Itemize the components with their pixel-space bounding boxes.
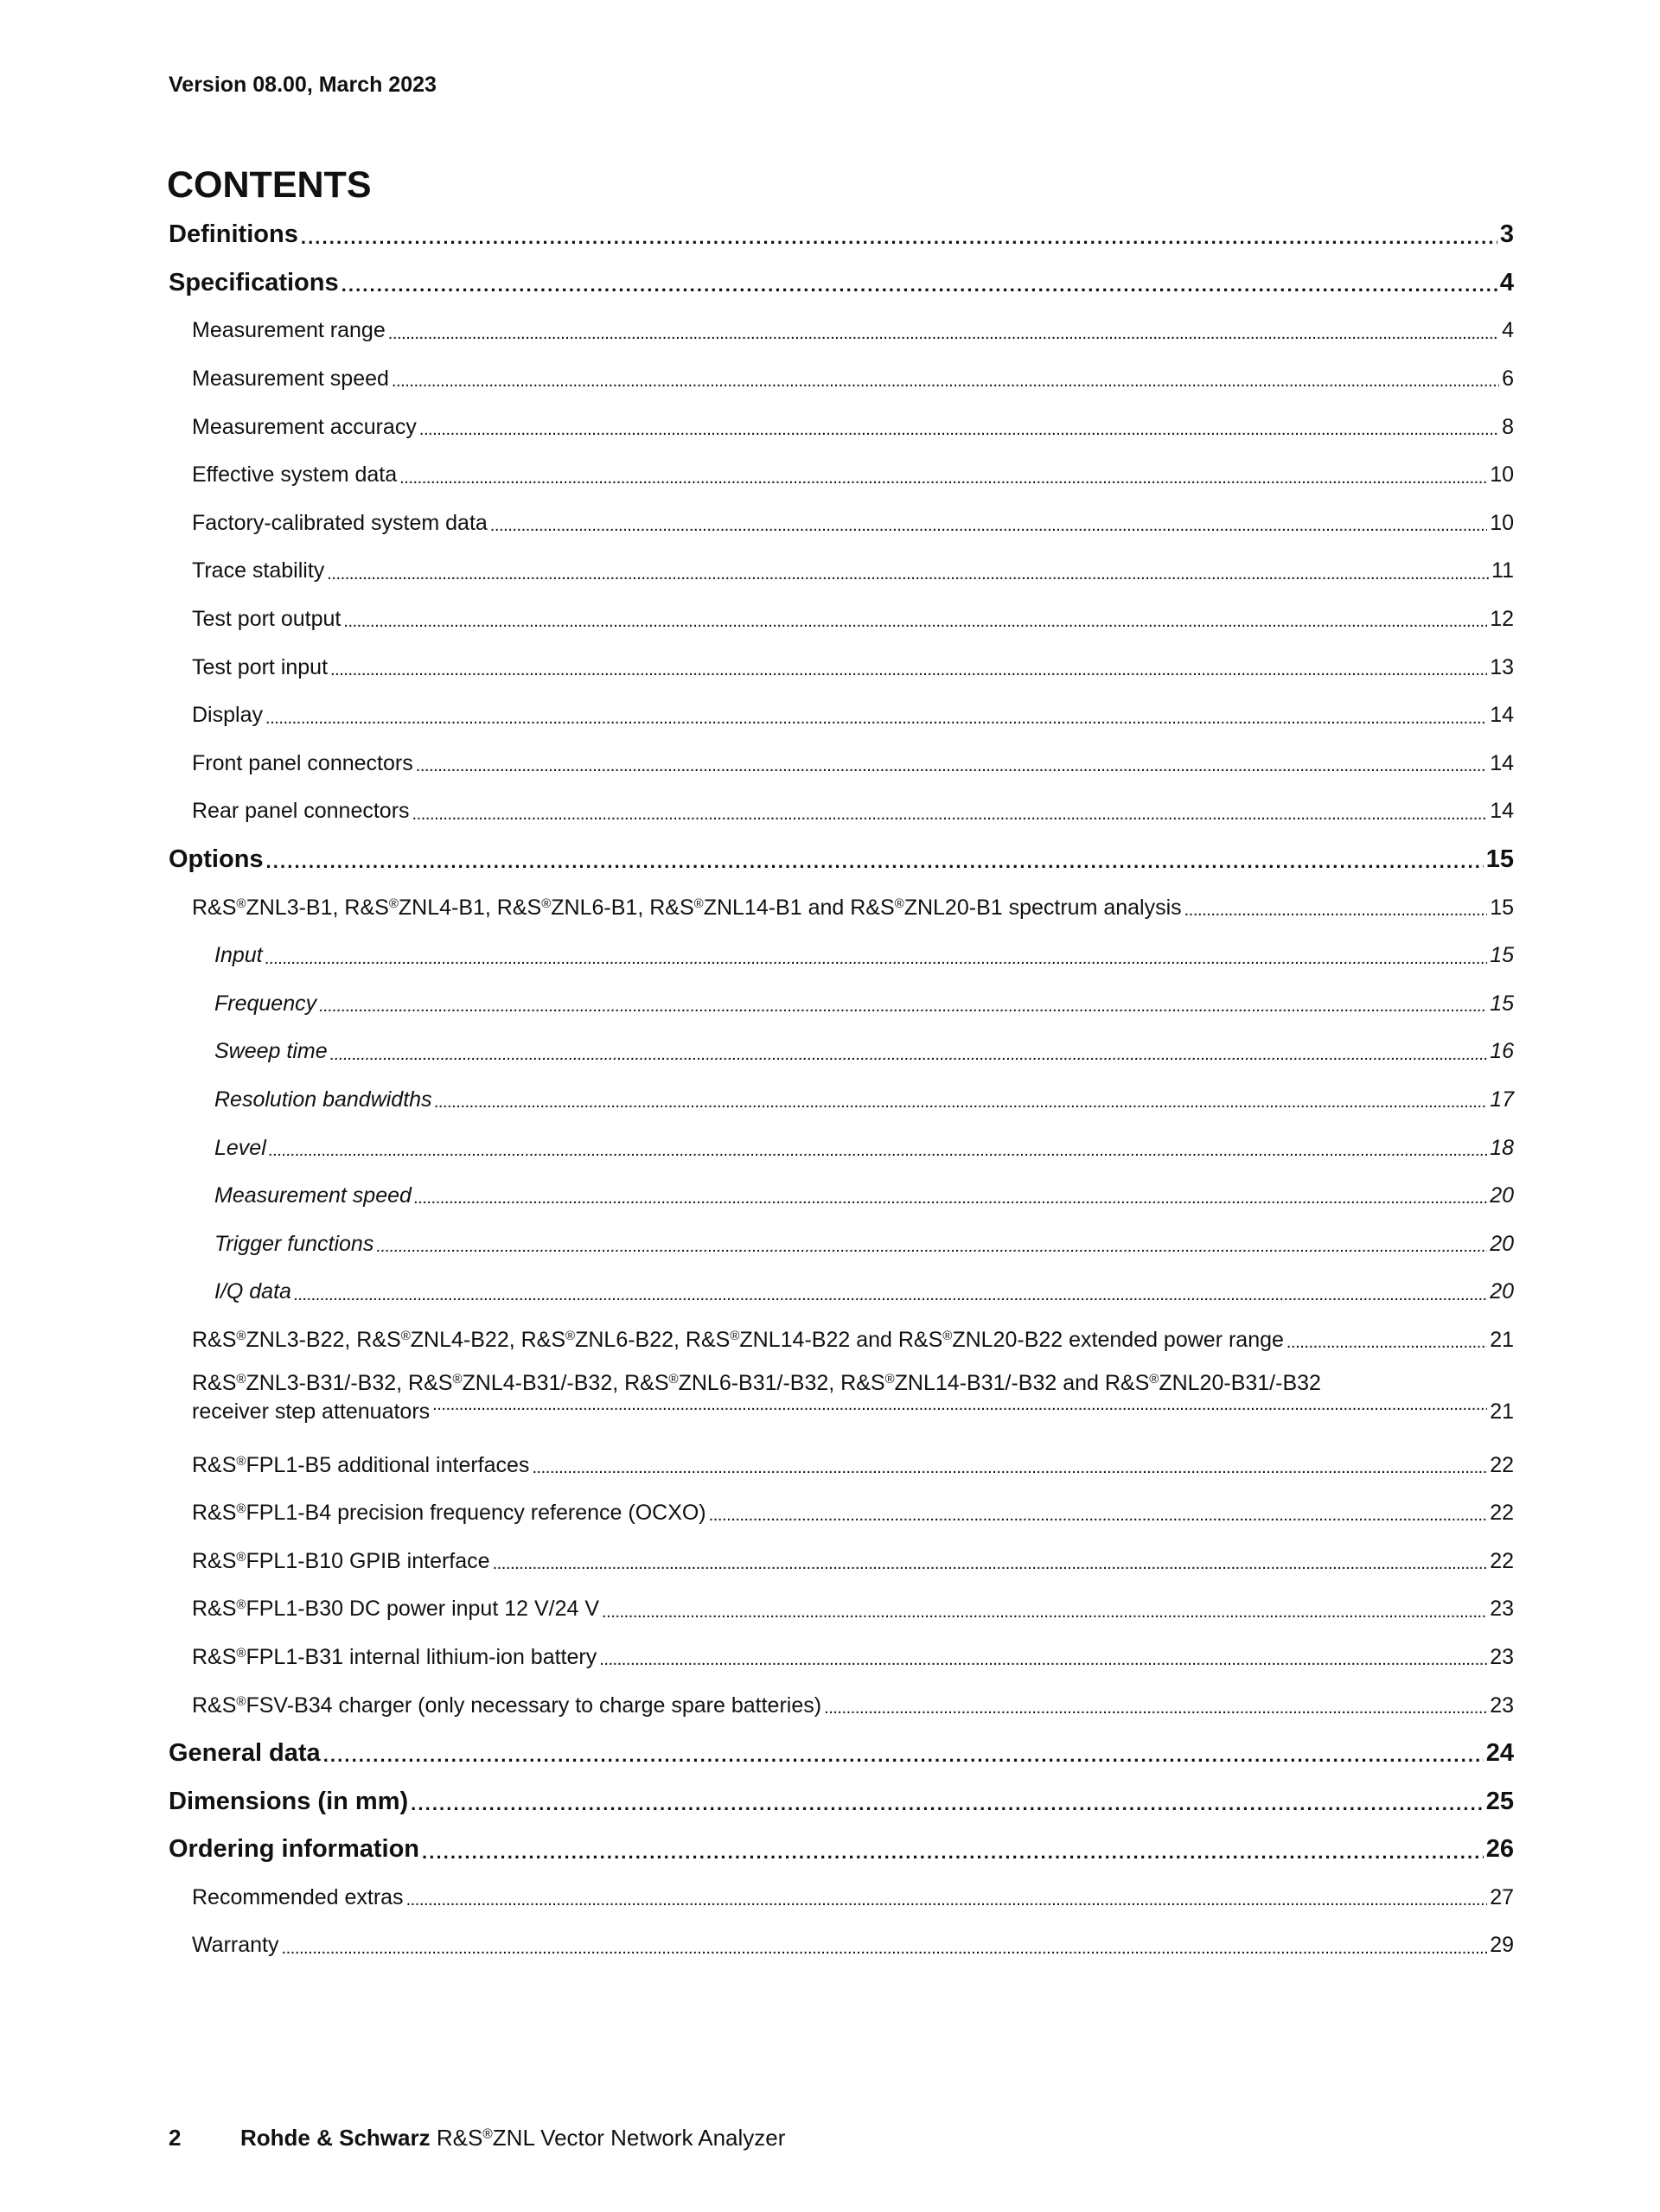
dot-leader: [376, 1233, 1487, 1268]
toc-entry[interactable]: [169, 1172, 1514, 1221]
dot-leader: [1184, 896, 1488, 932]
toc-entry[interactable]: [169, 1874, 1514, 1922]
toc-entry-page: 14: [1490, 703, 1514, 728]
toc-entry-title: Sweep time: [214, 1039, 328, 1064]
toc-entry-title: Effective system data: [192, 462, 398, 488]
toc-entry-page: 3: [1499, 220, 1514, 249]
toc-entry-page: 14: [1490, 750, 1514, 775]
toc-entry-page: 22: [1490, 1548, 1514, 1573]
toc-entry-title: R&S®FPL1-B4 precision frequency reference (OCXO): [192, 1501, 706, 1526]
toc-entry[interactable]: [169, 740, 1514, 788]
toc-entry[interactable]: [169, 1441, 1514, 1489]
dot-leader: [330, 1041, 1488, 1076]
dot-leader: [419, 416, 1499, 451]
toc-entry-title: R&S®FPL1-B10 GPIB interface: [192, 1548, 490, 1573]
toc-entry[interactable]: [169, 403, 1514, 451]
toc-entry-page: 4: [1502, 318, 1514, 343]
toc-entry-title: Display: [192, 703, 263, 728]
toc-entry-page: 10: [1490, 510, 1514, 535]
toc-entry[interactable]: [169, 980, 1514, 1029]
dot-leader: [490, 512, 1487, 547]
dot-leader: [493, 1550, 1488, 1585]
toc-entry-page: 17: [1490, 1087, 1514, 1112]
toc-entry-title: Frequency: [214, 991, 317, 1016]
toc-entry[interactable]: [169, 1316, 1514, 1365]
toc-entry[interactable]: [169, 1681, 1514, 1730]
toc-entry[interactable]: [169, 500, 1514, 548]
dot-leader: [327, 560, 1489, 596]
dot-leader: [281, 1935, 1487, 1970]
toc-entry-title: Options: [169, 845, 264, 874]
toc-entry[interactable]: [169, 1028, 1514, 1076]
dot-leader: [330, 656, 1487, 692]
dot-leader: [265, 704, 1487, 740]
toc-entry-page: 15: [1490, 895, 1514, 920]
toc-entry[interactable]: [169, 1124, 1514, 1172]
dot-leader: [399, 464, 1487, 500]
dot-leader: [412, 800, 1488, 836]
dot-leader: [342, 270, 1497, 307]
toc-entry-title: Measurement accuracy: [192, 414, 417, 439]
toc-entry-page: 15: [1490, 943, 1514, 968]
toc-entry-title: Input: [214, 943, 263, 968]
company-name: Rohde & Schwarz: [240, 2125, 431, 2151]
toc-entry[interactable]: [169, 1364, 1514, 1441]
dot-leader: [411, 1788, 1484, 1826]
toc-entry-title: Factory-calibrated system data: [192, 510, 488, 535]
toc-entry-title: Ordering information: [169, 1835, 419, 1864]
toc-entry[interactable]: [169, 1777, 1514, 1826]
product-name: R&S®ZNL Vector Network Analyzer: [436, 2125, 786, 2151]
dot-leader: [824, 1694, 1487, 1730]
toc-entry-page: 23: [1490, 1644, 1514, 1669]
toc-entry-title: R&S®FPL1-B30 DC power input 12 V/24 V: [192, 1597, 600, 1622]
toc-entry-title: Rear panel connectors: [192, 799, 410, 824]
dot-leader: [416, 752, 1487, 787]
toc-entry-title: Trigger functions: [214, 1231, 374, 1256]
toc-entry-title: Dimensions (in mm): [169, 1787, 409, 1815]
dot-leader: [269, 1137, 1487, 1172]
toc-entry-page: 23: [1490, 1692, 1514, 1718]
toc-entry-title: Front panel connectors: [192, 750, 413, 775]
toc-entry-page: 24: [1485, 1739, 1514, 1768]
dot-leader: [319, 992, 1487, 1028]
toc-entry-page: 26: [1485, 1835, 1514, 1864]
toc-entry-page: 15: [1490, 991, 1514, 1016]
toc-entry[interactable]: [169, 596, 1514, 644]
toc-entry-title: Measurement range: [192, 318, 386, 343]
toc-entry-page: 25: [1485, 1787, 1514, 1815]
toc-entry[interactable]: [169, 1220, 1514, 1268]
toc-entry[interactable]: [169, 787, 1514, 836]
toc-entry[interactable]: [169, 1268, 1514, 1316]
toc-entry-title: R&S®ZNL3-B1, R&S®ZNL4-B1, R&S®ZNL6-B1, R&S®ZNL14-B1 and R&S®ZNL20-B1 spectrum analysis: [192, 895, 1182, 920]
page-number: 2: [169, 2125, 182, 2151]
dot-leader: [432, 1391, 1487, 1426]
toc-entry-page: 16: [1490, 1039, 1514, 1064]
dot-leader: [301, 222, 1497, 259]
toc-entry[interactable]: [169, 1826, 1514, 1874]
toc-entry-title: Level: [214, 1135, 266, 1160]
toc-entry-page: 4: [1499, 268, 1514, 296]
toc-entry-title: Resolution bandwidths: [214, 1087, 432, 1112]
toc-entry[interactable]: [169, 307, 1514, 355]
footer-title: [240, 2125, 785, 2151]
dot-leader: [709, 1501, 1488, 1537]
toc-entry-title: Warranty: [192, 1933, 279, 1958]
version-line: Version 08.00, March 2023: [169, 73, 437, 97]
toc-entry-page: 23: [1490, 1597, 1514, 1622]
dot-leader: [294, 1281, 1487, 1316]
toc-entry[interactable]: [169, 932, 1514, 980]
dot-leader: [323, 1740, 1484, 1777]
dot-leader: [343, 608, 1487, 643]
toc-entry-title: R&S®FPL1-B5 additional interfaces: [192, 1452, 530, 1477]
toc-entry-page: 20: [1490, 1279, 1514, 1304]
toc-entry[interactable]: [169, 1730, 1514, 1778]
toc-entry-title: Test port input: [192, 654, 329, 679]
toc-entry-page: 27: [1490, 1884, 1514, 1909]
toc-entry-title: Specifications: [169, 268, 339, 296]
toc-entry-title: Recommended extras: [192, 1884, 404, 1909]
toc-entry[interactable]: [169, 259, 1514, 308]
toc-entry-page: 12: [1490, 607, 1514, 632]
toc-entry[interactable]: [169, 355, 1514, 404]
toc-entry-page: 14: [1490, 799, 1514, 824]
toc-entry-page: 20: [1490, 1183, 1514, 1208]
toc-entry-page: 22: [1490, 1452, 1514, 1477]
dot-leader: [265, 945, 1488, 980]
toc-entry-page: 10: [1490, 462, 1514, 488]
toc-entry-title: R&S®ZNL3-B22, R&S®ZNL4-B22, R&S®ZNL6-B22, R&S®ZNL14-B22 and R&S®ZNL20-B22 extended power range: [192, 1327, 1284, 1352]
toc-entry-title-continued: receiver step attenuators: [192, 1399, 431, 1425]
toc-entry-title: Definitions: [169, 220, 298, 249]
contents-heading: CONTENTS: [167, 164, 372, 206]
toc-entry-page: 15: [1485, 845, 1514, 874]
table-of-contents: [169, 211, 1514, 1970]
dot-leader: [266, 846, 1484, 883]
toc-entry-page: 21: [1490, 1399, 1514, 1425]
toc-entry-page: 21: [1490, 1327, 1514, 1352]
toc-entry-title: Measurement speed: [214, 1183, 412, 1208]
toc-entry[interactable]: [169, 883, 1514, 932]
dot-leader: [602, 1598, 1487, 1634]
toc-entry[interactable]: [169, 836, 1514, 884]
toc-entry[interactable]: [169, 1922, 1514, 1970]
dot-leader: [388, 320, 1499, 355]
toc-entry-page: 18: [1490, 1135, 1514, 1160]
toc-entry-page: 6: [1502, 367, 1514, 392]
toc-entry[interactable]: [169, 1634, 1514, 1682]
toc-entry[interactable]: [169, 692, 1514, 740]
toc-entry[interactable]: [169, 1076, 1514, 1125]
toc-entry-title: I/Q data: [214, 1279, 291, 1304]
toc-entry[interactable]: [169, 643, 1514, 692]
toc-entry-page: 11: [1491, 558, 1514, 583]
toc-entry-page: 22: [1490, 1501, 1514, 1526]
dot-leader: [422, 1837, 1484, 1874]
dot-leader: [406, 1886, 1488, 1922]
toc-entry-title: Measurement speed: [192, 367, 389, 392]
dot-leader: [1286, 1329, 1487, 1364]
toc-entry[interactable]: [169, 1489, 1514, 1538]
toc-entry[interactable]: [169, 1537, 1514, 1585]
dot-leader: [599, 1646, 1487, 1681]
toc-entry-page: 8: [1502, 414, 1514, 439]
toc-entry[interactable]: [169, 451, 1514, 500]
toc-entry-page: 13: [1490, 654, 1514, 679]
toc-entry-title: R&S®ZNL3-B31/-B32, R&S®ZNL4-B31/-B32, R&S®ZNL6-B31/-B32, R&S®ZNL14-B31/-B32 and R&S®ZNL20-B31/-B32: [192, 1371, 1321, 1396]
toc-entry-title: Test port output: [192, 607, 342, 632]
toc-entry[interactable]: [169, 211, 1514, 259]
toc-entry-title: R&S®FPL1-B31 internal lithium-ion battery: [192, 1644, 597, 1669]
toc-entry-title: General data: [169, 1739, 321, 1768]
toc-entry-page: 29: [1490, 1933, 1514, 1958]
toc-entry[interactable]: [169, 547, 1514, 596]
toc-entry-title: Trace stability: [192, 558, 325, 583]
dot-leader: [532, 1454, 1487, 1489]
toc-entry[interactable]: [169, 1585, 1514, 1634]
dot-leader: [414, 1184, 1487, 1220]
toc-entry-page: 20: [1490, 1231, 1514, 1256]
dot-leader: [392, 367, 1499, 403]
toc-entry-title: R&S®FSV-B34 charger (only necessary to charge spare batteries): [192, 1692, 822, 1718]
dot-leader: [435, 1088, 1488, 1124]
